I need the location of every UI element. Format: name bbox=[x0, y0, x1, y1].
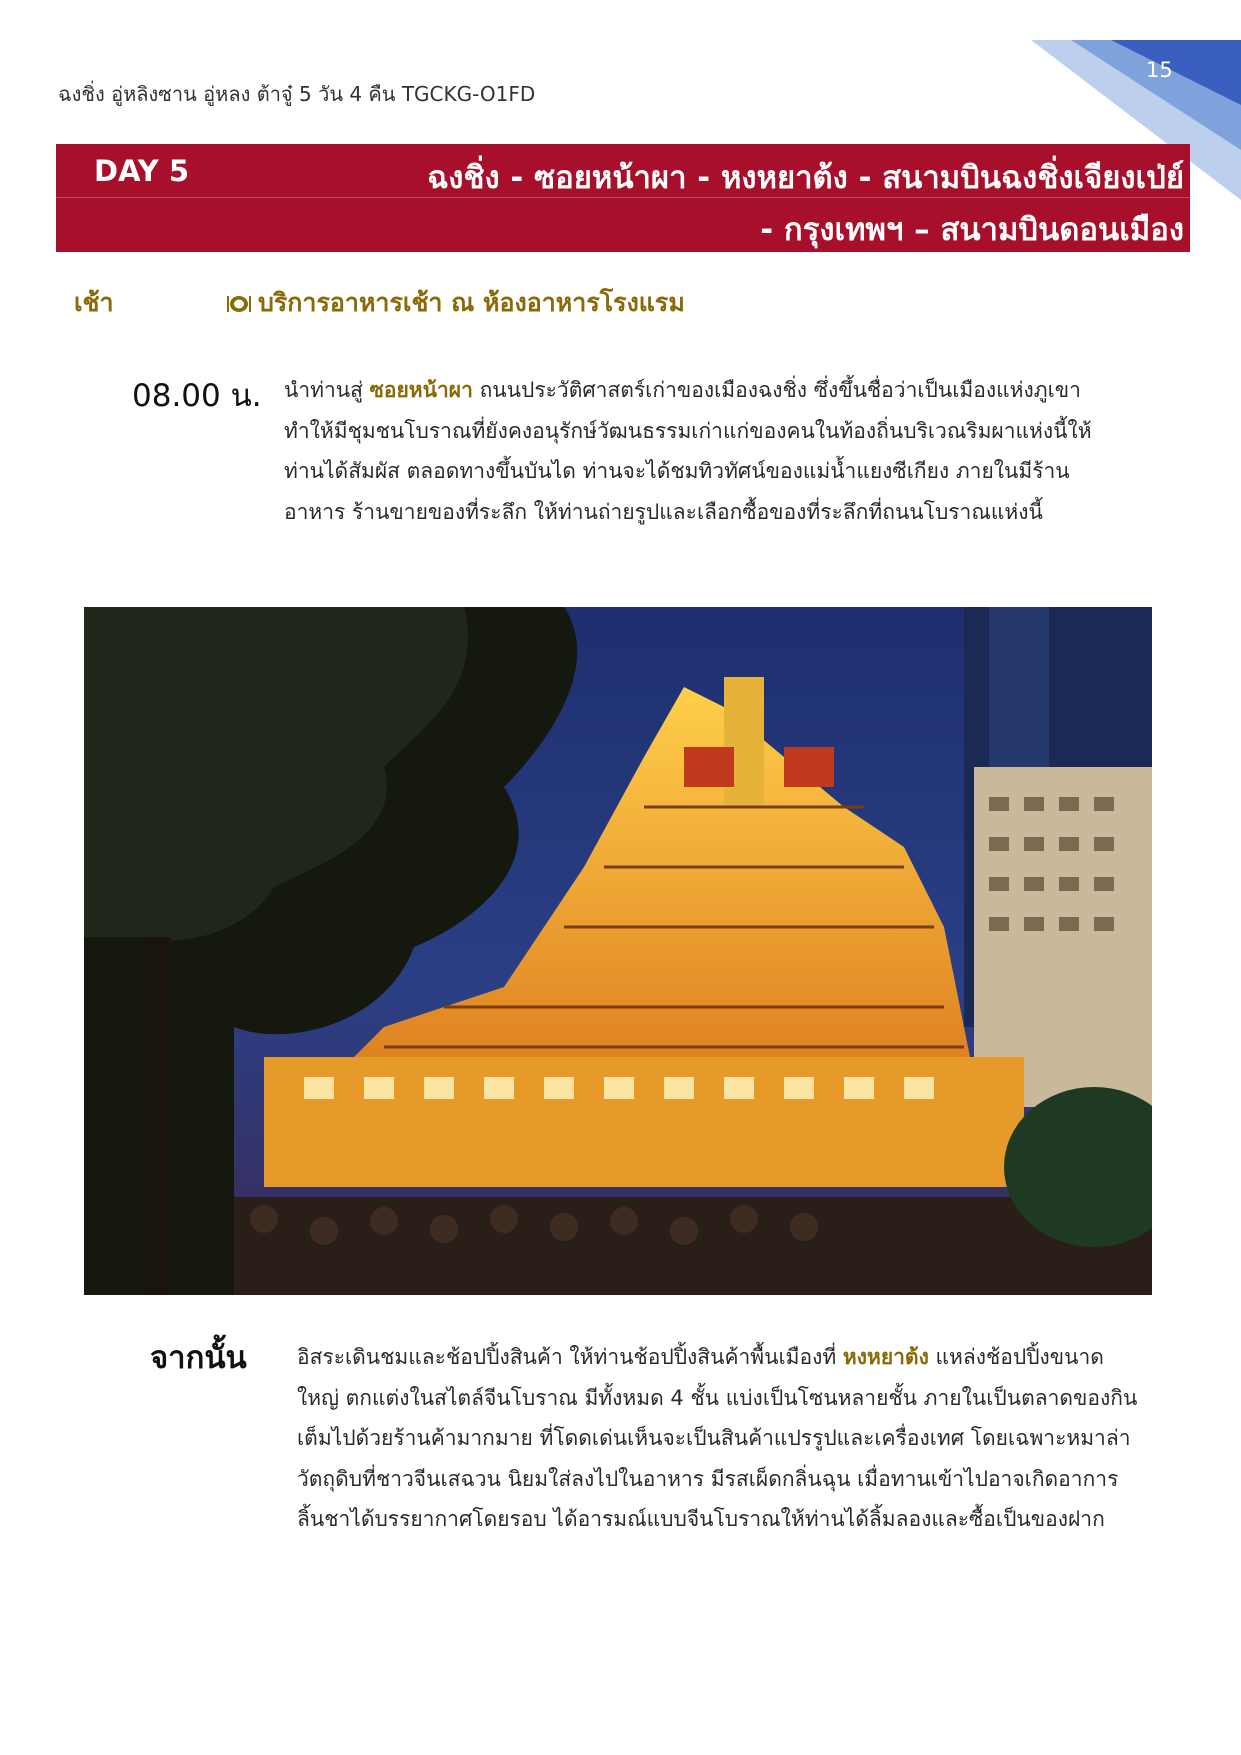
activity-body: ถนนประวัติศาสตร์เก่าของเมืองฉงชิ่ง ซึ่งขึ้นชื่อว่าเป็นเมืองแห่งภูเขาทำให้มีชุมชนโบราณที่ยังคงอนุรักษ์วัฒนธรรมเก่าแก่ของคนในท้องถิ่นบริเวณริมผาแห่งนี้ให้ท่านได้สัมผัส ตลอดทางขึ้นบันได ท่านจะได้ชมทิวทัศน์ของแม่น้ำแยงซีเกียง ภายในมีร้านอาหาร ร้านขายของที่ระลึก ให้ท่านถ่ายรูปและเลือกซื้อของที่ระลึกที่ถนนโบราณแห่งนี้ bbox=[284, 378, 1092, 524]
shopping-intro: อิสระเดินชมและช้อปปิ้งสินค้า ให้ท่านช้อปปิ้งสินค้าพื้นเมืองที่ bbox=[297, 1345, 843, 1369]
shopping-body: แหล่งช้อปปิ้งขนาดใหญ่ ตกแต่งในสไตล์จีนโบราณ มีทั้งหมด 4 ชั้น แบ่งเป็นโซนหลายชั้น ภายในเป็นตลาดของกินเต็มไปด้วยร้านค้ามากมาย ที่โดดเด่นเห็นจะเป็นสินค้าแปรรูปและเครื่องเทศ โดยเฉพาะหมาล่าวัตถุดิบที่ชาวจีนเสฉวน นิยมใส่ลงไปในอาหาร มีรสเผ็ดกลิ่นฉุน เมื่อทานเข้าไปอาจเกิดอาการลิ้นชาได้บรรยากาศโดยรอบ ได้อารมณ์แบบจีนโบราณให้ท่านได้ลิ้มลองและซื้อเป็นของฝาก bbox=[297, 1345, 1138, 1531]
page-number: 15 bbox=[1146, 58, 1173, 82]
highlight-place-cliff-alley: ซอยหน้าผา bbox=[369, 378, 473, 402]
breakfast-row bbox=[226, 283, 685, 323]
shopping-description bbox=[297, 1337, 1142, 1540]
route-line-2: - กรุงเทพฯ – สนามบินดอนเมือง bbox=[760, 212, 1184, 248]
breakfast-text: บริการอาหารเช้า ณ ห้องอาหารโรงแรม bbox=[258, 288, 685, 317]
activity-time: 08.00 น. bbox=[132, 378, 262, 414]
activity-description bbox=[284, 370, 1124, 532]
then-label: จากนั้น bbox=[150, 1340, 247, 1376]
activity-intro: นำท่านสู่ bbox=[284, 378, 370, 402]
route-line-1: ฉงชิ่ง - ซอยหน้าผา - หงหยาต้ง - สนามบินฉงชิ่งเจียงเป่ย์ bbox=[427, 160, 1184, 196]
dining-icon bbox=[226, 292, 252, 314]
breakfast-label: เช้า bbox=[74, 288, 114, 317]
tour-title-header: ฉงชิ่ง อู่หลิงซาน อู่หลง ต้าจู๋ 5 วัน 4 คืน TGCKG-O1FD bbox=[58, 82, 536, 106]
highlight-place-hongyadong: หงหยาต้ง bbox=[842, 1345, 929, 1369]
day-banner bbox=[56, 144, 1190, 252]
hongyadong-night-photo bbox=[84, 607, 1152, 1295]
day-label: DAY 5 bbox=[94, 154, 190, 188]
